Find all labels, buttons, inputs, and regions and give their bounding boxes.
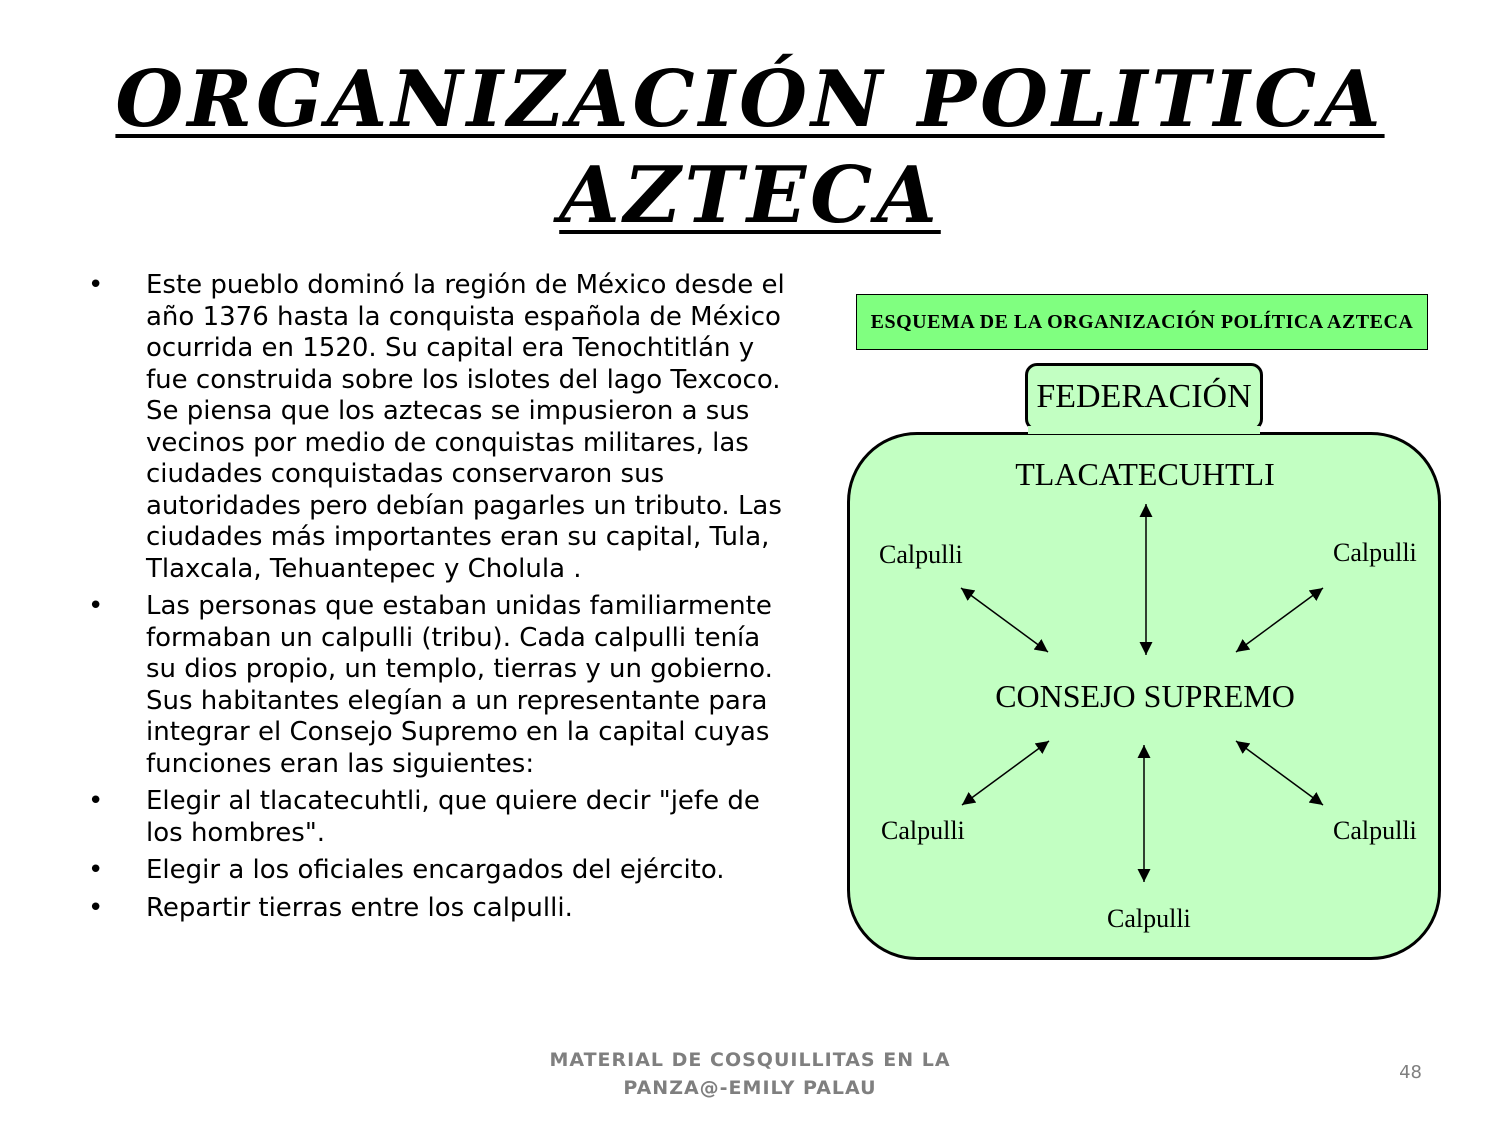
bullet-marker: • — [88, 270, 104, 300]
bullet-item — [88, 893, 788, 925]
calpulli-label-upper-right: Calpulli — [1333, 538, 1417, 567]
bullet-marker: • — [88, 892, 104, 923]
arrow-calpulli-upper-left — [961, 588, 1048, 652]
calpulli-label-bottom: Calpulli — [1107, 904, 1191, 933]
bullet-list — [88, 270, 788, 930]
bullet-item — [88, 786, 788, 849]
political-organization-diagram — [845, 290, 1445, 970]
calpulli-label-lower-left: Calpulli — [881, 816, 965, 845]
bullet-text: Elegir al tlacatecuhtli, que quiere decir "jefe de los hombres". — [146, 786, 760, 848]
federation-tab: FEDERACIÓN — [1025, 363, 1263, 431]
calpulli-label-lower-right: Calpulli — [1333, 816, 1417, 845]
slide-title — [0, 52, 1500, 244]
bullet-text: Este pueblo dominó la región de México desde el año 1376 hasta la conquista española de México ocurrida en 1520. Su capital era Tenochtitlán y fue construida sobre los islotes del lago Texcoco. Se piensa que los aztecas se impusieron a sus vecinos por medio de conquistas militares, las ciudades conquistadas conservaron sus autoridades pero debían pagarles un tributo. Las ciudades más importantes eran su capital, Tula, Tlaxcala, Tehuantepec y Cholula . — [146, 270, 785, 584]
diagram-header: ESQUEMA DE LA ORGANIZACIÓN POLÍTICA AZTECA — [856, 294, 1428, 350]
arrow-calpulli-lower-right — [1236, 741, 1323, 805]
title-line-2: AZTECA — [559, 150, 941, 241]
council-label: CONSEJO SUPREMO — [995, 678, 1295, 714]
ruler-label: TLACATECUHTLI — [1015, 456, 1275, 492]
calpulli-label-upper-left: Calpulli — [879, 540, 963, 569]
footer-line-2: PANZA@-EMILY PALAU — [623, 1077, 877, 1099]
bullet-marker: • — [88, 591, 104, 621]
bullet-text: Elegir a los oficiales encargados del ejército. — [146, 855, 725, 885]
bullet-marker: • — [88, 786, 104, 816]
page-number: 48 — [1399, 1062, 1422, 1083]
bullet-text: Las personas que estaban unidas familiarmente formaban un calpulli (tribu). Cada calpulli tenía su dios propio, un templo, tierras y un gobierno. Sus habitantes elegían a un representante para integrar el Consejo Supremo en la capital cuyas funciones eran las siguientes: — [146, 591, 773, 779]
slide-footer — [500, 1046, 1000, 1102]
bullet-item — [88, 270, 788, 585]
bullet-marker: • — [88, 855, 104, 885]
arrow-calpulli-lower-left — [962, 741, 1049, 805]
bullet-text: Repartir tierras entre los calpulli. — [146, 892, 573, 923]
bullet-item — [88, 855, 788, 887]
footer-line-1: MATERIAL DE COSQUILLITAS EN LA — [549, 1049, 951, 1071]
arrow-calpulli-upper-right — [1236, 588, 1323, 652]
diagram-arrows — [845, 290, 1445, 970]
title-line-1: ORGANIZACIÓN POLITICA — [115, 54, 1385, 145]
bullet-item — [88, 591, 788, 780]
